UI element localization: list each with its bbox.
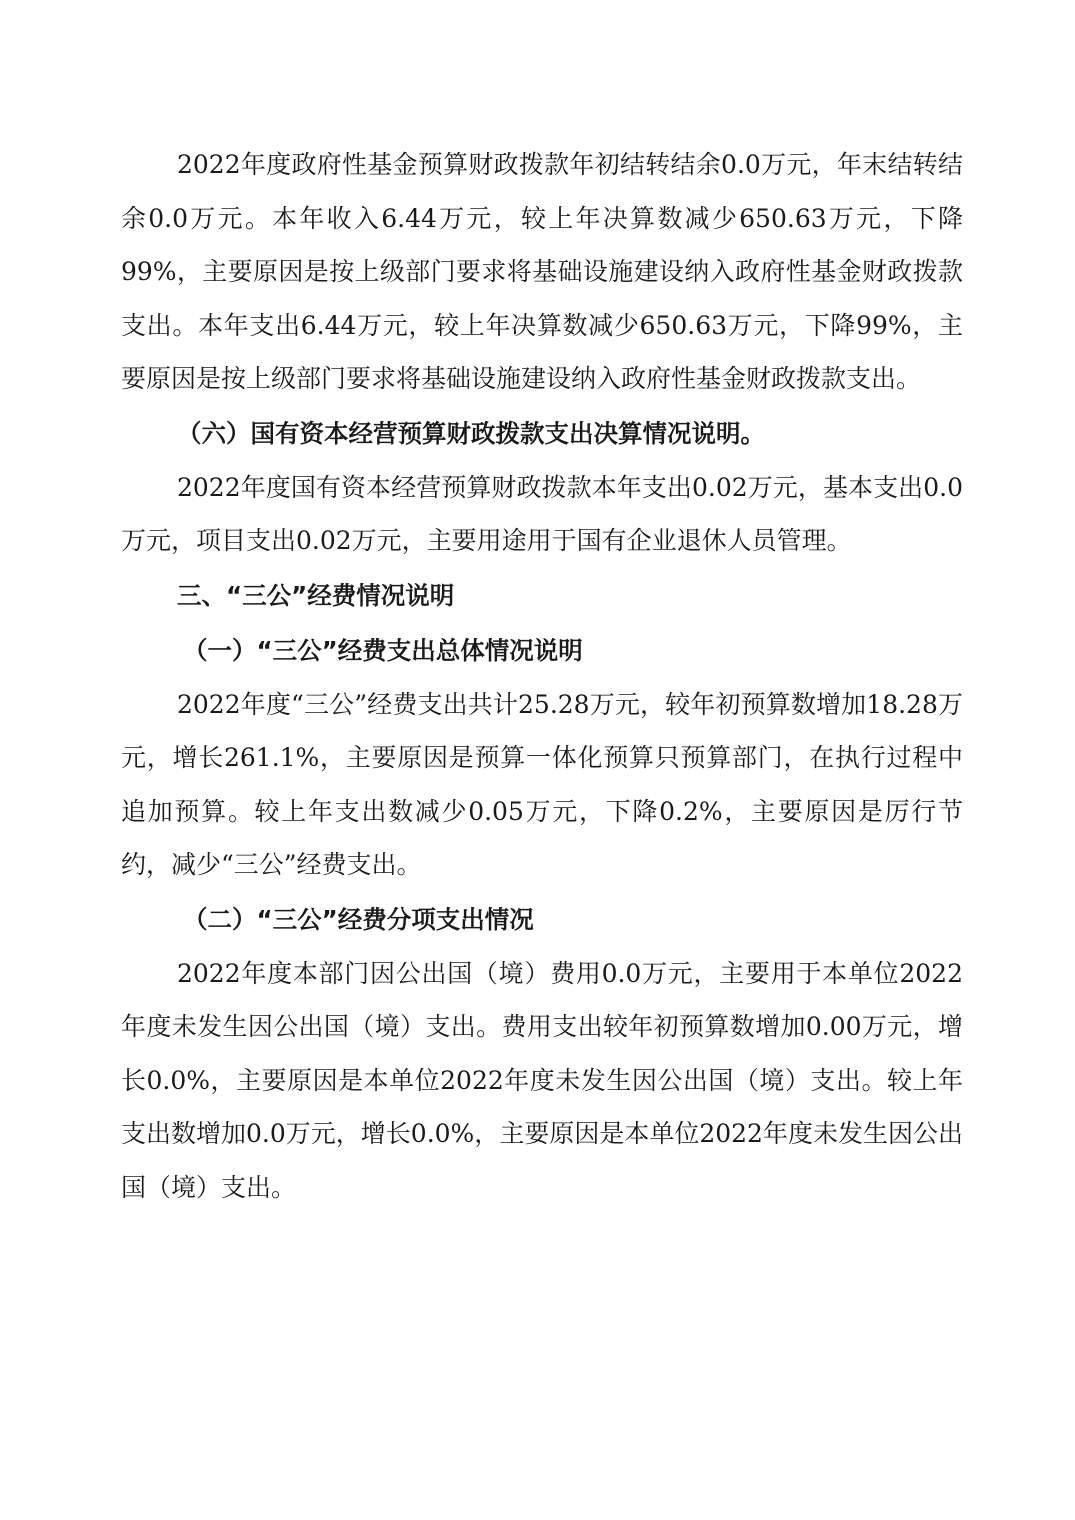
heading-three-public-overall: （一）“三公”经费支出总体情况说明 [183,635,583,665]
heading-three-public-expenses: 三、“三公”经费情况说明 [177,580,455,610]
paragraph-overseas-travel-expense: 2022年度本部门因公出国（境）费用0.0万元，主要用于本单位2022年度未发生因公出国（境）支出。费用支出较年初预算数增加0.00万元，增长0.0%，主要原因是本单位2022年度未发生因公出国（境）支出。较上年支出数增加0.0万元，增长0.0%，主要原因是本单位2022年度未发生因公出国（境）支出。 [121,958,963,1202]
paragraph-government-fund-budget: 2022年度政府性基金预算财政拨款年初结转结余0.0万元，年末结转结余0.0万元。本年收入6.44万元，较上年决算数减少650.63万元，下降99%，主要原因是按上级部门要求将基础设施建设纳入政府性基金财政拨款支出。本年支出6.44万元，较上年决算数减少650.63万元，下降99%，主要原因是按上级部门要求将基础设施建设纳入政府性基金财政拨款支出。 [121,150,963,393]
paragraph-state-capital-budget: 2022年度国有资本经营预算财政拨款本年支出0.02万元，基本支出0.0万元，项目支出0.02万元，主要用途用于国有企业退休人员管理。 [121,472,963,555]
heading-state-capital-budget: （六）国有资本经营预算财政拨款支出决算情况说明。 [177,418,765,448]
heading-three-public-itemized: （二）“三公”经费分项支出情况 [183,904,534,934]
paragraph-three-public-overall: 2022年度“三公”经费支出共计25.28万元，较年初预算数增加18.28万元，增长261.1%，主要原因是预算一体化预算只预算部门，在执行过程中追加预算。较上年支出数减少0.05万元，下降0.2%，主要原因是厉行节约，减少“三公”经费支出。 [121,689,963,879]
document-page [121,138,963,1214]
